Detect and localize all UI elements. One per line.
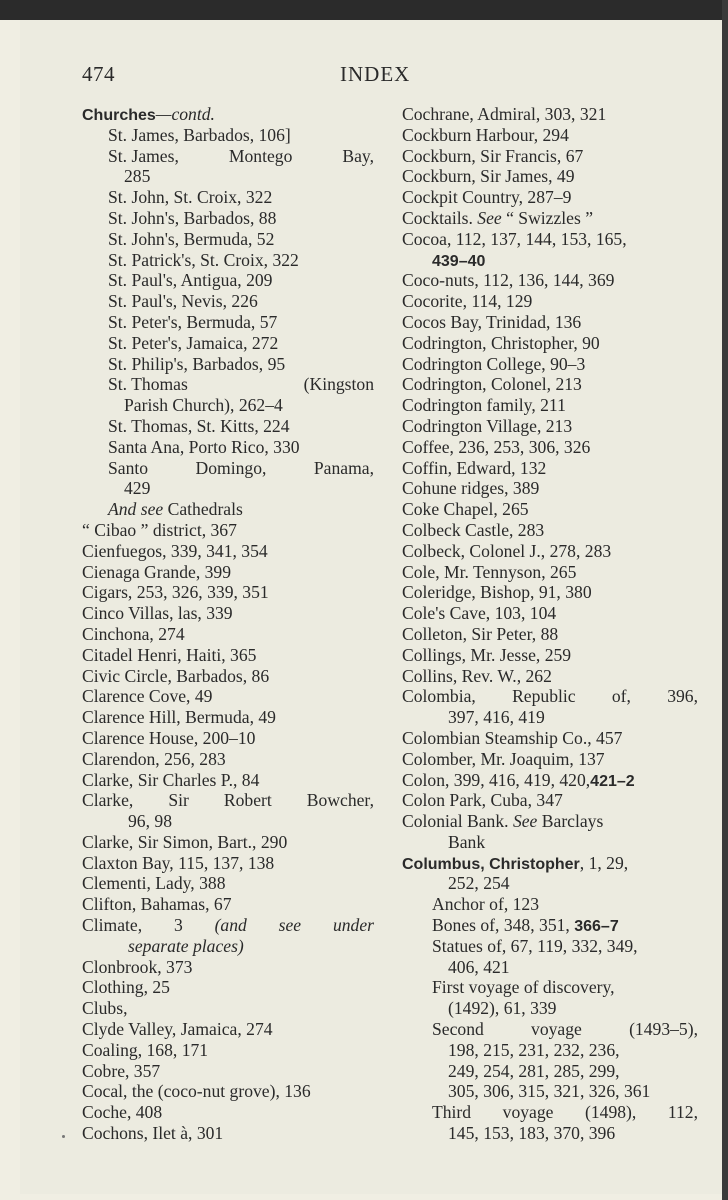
index-entry: Coffin, Edward, 132 bbox=[402, 457, 547, 478]
index-continuation: 397, 416, 419 bbox=[448, 707, 545, 728]
index-entry: Cobre, 357 bbox=[82, 1060, 161, 1081]
index-subentry: St. John, St. Croix, 322 bbox=[108, 187, 273, 208]
index-entry: Clarke, Sir Robert Bowcher, bbox=[82, 790, 374, 811]
index-entry: Cocos Bay, Trinidad, 136 bbox=[402, 311, 582, 332]
index-subentry: Third voyage (1498), 112, bbox=[432, 1102, 698, 1123]
index-continuation: (1492), 61, 339 bbox=[448, 998, 557, 1019]
index-column-left bbox=[82, 104, 374, 1144]
index-entry: Colon, 399, 416, 419, 420,421–2 bbox=[402, 769, 635, 790]
index-entry: Colombian Steamship Co., 457 bbox=[402, 727, 623, 748]
index-subentry: First voyage of discovery, bbox=[432, 977, 615, 998]
scan-top-border bbox=[0, 0, 728, 20]
index-entry: Codrington College, 90–3 bbox=[402, 353, 586, 374]
index-subentry: St. James, Barbados, 106] bbox=[108, 124, 291, 145]
index-continuation: 252, 254 bbox=[448, 873, 510, 894]
index-subentry: St. Paul's, Antigua, 209 bbox=[108, 270, 273, 291]
index-subentry: St. Peter's, Jamaica, 272 bbox=[108, 332, 279, 353]
index-subentry: Second voyage (1493–5), bbox=[432, 1019, 698, 1040]
index-entry: Clyde Valley, Jamaica, 274 bbox=[82, 1019, 273, 1040]
index-heading-churches: Churches—contd. bbox=[82, 104, 215, 124]
scan-right-edge bbox=[722, 0, 728, 1200]
index-continuation: Parish Church), 262–4 bbox=[124, 395, 283, 416]
index-continuation: 439–40 bbox=[432, 252, 486, 270]
page-title: INDEX bbox=[340, 62, 411, 86]
index-entry: Coleridge, Bishop, 91, 380 bbox=[402, 582, 592, 603]
index-subentry: St. Paul's, Nevis, 226 bbox=[108, 291, 258, 312]
index-entry: Colombia, Republic of, 396, bbox=[402, 686, 698, 707]
index-entry: Cockburn Harbour, 294 bbox=[402, 124, 569, 145]
index-entry: Cigars, 253, 326, 339, 351 bbox=[82, 582, 269, 603]
index-entry: Colon Park, Cuba, 347 bbox=[402, 790, 563, 811]
index-entry: Cinchona, 274 bbox=[82, 623, 185, 644]
index-subentry: St. Thomas (Kingston bbox=[108, 374, 374, 395]
index-entry: Cocktails. See “ Swizzles ” bbox=[402, 207, 594, 228]
index-entry: Claxton Bay, 115, 137, 138 bbox=[82, 852, 275, 873]
index-entry: Clementi, Lady, 388 bbox=[82, 873, 226, 894]
index-continuation: 285 bbox=[124, 166, 151, 187]
index-subentry: St. John's, Bermuda, 52 bbox=[108, 228, 275, 249]
index-entry: Clarke, Sir Simon, Bart., 290 bbox=[82, 831, 288, 852]
index-entry: Citadel Henri, Haiti, 365 bbox=[82, 644, 257, 665]
index-entry: Cienaga Grande, 399 bbox=[82, 561, 232, 582]
index-continuation: 429 bbox=[124, 478, 151, 499]
index-continuation: 145, 153, 183, 370, 396 bbox=[448, 1123, 616, 1144]
index-entry: Cockpit Country, 287–9 bbox=[402, 187, 572, 208]
index-continuation: separate places) bbox=[128, 935, 244, 956]
index-subentry: St. Thomas, St. Kitts, 224 bbox=[108, 415, 290, 436]
page-speck bbox=[62, 1135, 65, 1138]
index-entry: Collings, Mr. Jesse, 259 bbox=[402, 644, 572, 665]
index-entry: “ Cibao ” district, 367 bbox=[82, 519, 237, 540]
index-entry: Climate, 3 (and see under bbox=[82, 915, 374, 936]
index-entry: Cocal, the (coco-nut grove), 136 bbox=[82, 1081, 311, 1102]
index-entry: Clarence Hill, Bermuda, 49 bbox=[82, 707, 276, 728]
index-entry: Cole, Mr. Tennyson, 265 bbox=[402, 561, 577, 582]
index-subentry: Statues of, 67, 119, 332, 349, bbox=[432, 935, 638, 956]
index-entry: Codrington, Christopher, 90 bbox=[402, 332, 600, 353]
index-entry: Collins, Rev. W., 262 bbox=[402, 665, 552, 686]
index-continuation: 249, 254, 281, 285, 299, bbox=[448, 1060, 620, 1081]
index-entry: Cochons, Ilet à, 301 bbox=[82, 1123, 224, 1144]
index-continuation: Bank bbox=[448, 831, 486, 852]
index-continuation: 198, 215, 231, 232, 236, bbox=[448, 1039, 620, 1060]
index-entry: Codrington family, 211 bbox=[402, 395, 566, 416]
index-entry: Colleton, Sir Peter, 88 bbox=[402, 623, 559, 644]
index-subentry: Santo Domingo, Panama, bbox=[108, 457, 374, 478]
index-continuation: 305, 306, 315, 321, 326, 361 bbox=[448, 1081, 651, 1102]
index-entry: Codrington Village, 213 bbox=[402, 415, 573, 436]
index-entry: Cienfuegos, 339, 341, 354 bbox=[82, 540, 268, 561]
page-header bbox=[82, 62, 690, 92]
index-entry: Civic Circle, Barbados, 86 bbox=[82, 665, 270, 686]
index-entry: Clarence Cove, 49 bbox=[82, 686, 213, 707]
index-subentry: St. James, Montego Bay, bbox=[108, 145, 374, 166]
index-entry: Clonbrook, 373 bbox=[82, 956, 193, 977]
index-entry: Coche, 408 bbox=[82, 1102, 163, 1123]
index-entry: Cohune ridges, 389 bbox=[402, 478, 540, 499]
index-entry: Clarke, Sir Charles P., 84 bbox=[82, 769, 260, 790]
index-subentry: St. Philip's, Barbados, 95 bbox=[108, 353, 286, 374]
index-entry: Cockburn, Sir Francis, 67 bbox=[402, 145, 584, 166]
index-entry: Cochrane, Admiral, 303, 321 bbox=[402, 104, 607, 124]
index-entry: Cocorite, 114, 129 bbox=[402, 291, 533, 312]
index-entry: Colonial Bank. See Barclays bbox=[402, 811, 604, 832]
index-cross-reference: And see Cathedrals bbox=[108, 499, 243, 520]
index-entry: Codrington, Colonel, 213 bbox=[402, 374, 582, 395]
index-entry: Colbeck Castle, 283 bbox=[402, 519, 545, 540]
page-number: 474 bbox=[82, 62, 115, 86]
index-entry: Clarence House, 200–10 bbox=[82, 727, 256, 748]
index-entry: Cockburn, Sir James, 49 bbox=[402, 166, 575, 187]
index-entry: Coco-nuts, 112, 136, 144, 369 bbox=[402, 270, 615, 291]
index-entry: Colomber, Mr. Joaquim, 137 bbox=[402, 748, 605, 769]
index-entry: Cinco Villas, las, 339 bbox=[82, 603, 233, 624]
index-entry: Cole's Cave, 103, 104 bbox=[402, 603, 557, 624]
index-entry: Coke Chapel, 265 bbox=[402, 499, 529, 520]
index-entry: Clubs, bbox=[82, 998, 128, 1019]
index-subentry: Santa Ana, Porto Rico, 330 bbox=[108, 436, 300, 457]
index-continuation: 406, 421 bbox=[448, 956, 510, 977]
index-entry: Colbeck, Colonel J., 278, 283 bbox=[402, 540, 612, 561]
index-entry: Coffee, 236, 253, 306, 326 bbox=[402, 436, 591, 457]
index-continuation: 96, 98 bbox=[128, 811, 172, 832]
index-subentry: Anchor of, 123 bbox=[432, 894, 540, 915]
index-entry: Cocoa, 112, 137, 144, 153, 165, bbox=[402, 228, 627, 249]
index-column-right bbox=[402, 104, 698, 1144]
index-heading-columbus: Columbus, Christopher, 1, 29, bbox=[402, 852, 629, 873]
index-entry: Clifton, Bahamas, 67 bbox=[82, 894, 232, 915]
index-subentry: St. Peter's, Bermuda, 57 bbox=[108, 311, 278, 332]
index-subentry: Bones of, 348, 351, 366–7 bbox=[432, 915, 619, 936]
index-entry: Coaling, 168, 171 bbox=[82, 1039, 209, 1060]
index-subentry: St. John's, Barbados, 88 bbox=[108, 207, 277, 228]
index-entry: Clothing, 25 bbox=[82, 977, 170, 998]
index-subentry: St. Patrick's, St. Croix, 322 bbox=[108, 249, 299, 270]
index-entry: Clarendon, 256, 283 bbox=[82, 748, 226, 769]
